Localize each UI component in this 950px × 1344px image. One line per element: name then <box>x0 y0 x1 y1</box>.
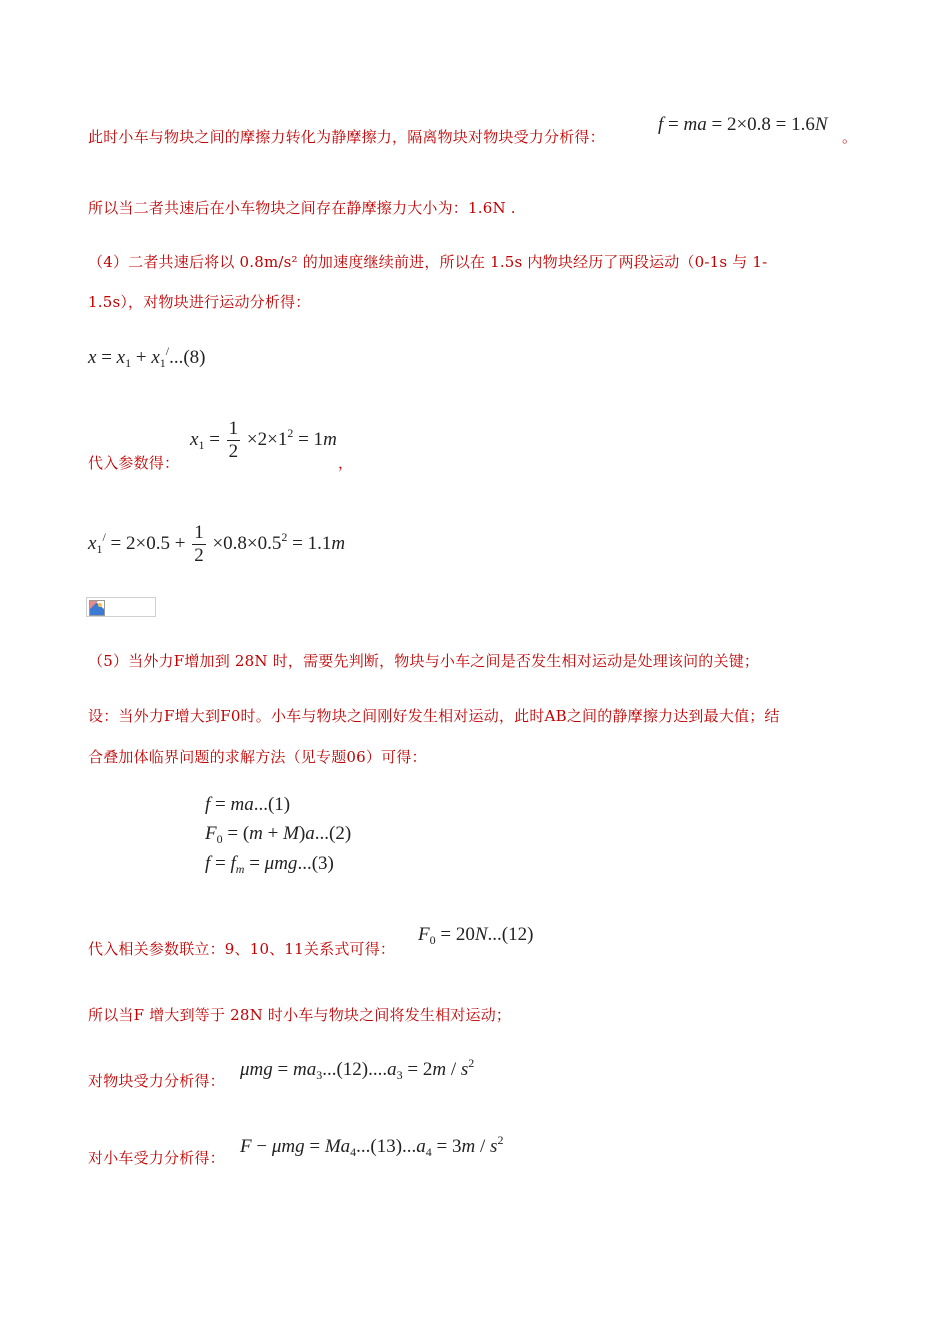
text-line-friction: 此时小车与物块之间的摩擦力转化为静摩擦力，隔离物块对物块受力分析得： <box>88 128 605 146</box>
text-line-substitute: 代入参数得： <box>88 454 180 472</box>
text-line-assume-cont: 合叠加体临界问题的求解方法（见专题06）可得： <box>88 748 427 766</box>
text-line-period: 。 <box>842 128 858 146</box>
equation-static-friction: f = ma = 2×0.8 = 1.6N <box>658 114 828 135</box>
text-line-assume: 设：当外力F增大到F0时。小车与物块之间刚好发生相对运动，此时AB之间的静摩擦力达到最大值；结 <box>88 707 780 725</box>
equation-cart: $F - \mu mg = Ma_4...(13)...a_4 = 3m / s^2$ <box>240 1133 504 1159</box>
equation-8: $x = x_1 + x_1^/...(8)$ <box>88 344 206 370</box>
equation-3: $f = f_m = \mu mg...(3)$ <box>205 853 334 876</box>
broken-image <box>86 597 156 617</box>
text-line-block-analysis: 对物块受力分析得： <box>88 1072 225 1090</box>
text-line-conclusion: 所以当二者共速后在小车物块之间存在静摩擦力大小为：1.6N . <box>88 199 516 217</box>
text-line-combine: 代入相关参数联立：9、10、11关系式可得： <box>88 940 396 958</box>
equation-12: $F_0 = 20N...(12)$ <box>418 924 534 947</box>
text-line-comma: ， <box>338 454 354 472</box>
text-line-part4: （4）二者共速后将以 0.8m/s² 的加速度继续前进，所以在 1.5s 内物块经历了两段运动（0-1s 与 1- <box>88 253 768 271</box>
equation-2: $F_0 = (m + M)a...(2)$ <box>205 823 352 846</box>
equation-x1: $x_1$ = $\frac{1}{2}$ $\times 2\times 1^2 = 1m$ <box>190 418 337 462</box>
text-line-part4-cont: 1.5s），对物块进行运动分析得： <box>88 293 311 311</box>
broken-image-icon <box>89 600 105 616</box>
equation-1: f = ma...(1) <box>205 794 291 815</box>
equation-x1-prime: $x_1^/ = 2\times 0.5$ + $\frac{1}{2}$ $\times 0.8\times 0.5^2 = 1.1m$ <box>88 522 346 566</box>
text-line-relative-motion: 所以当F 增大到等于 28N 时小车与物块之间将发生相对运动； <box>88 1006 512 1024</box>
text-line-cart-analysis: 对小车受力分析得： <box>88 1149 225 1167</box>
equation-block: $\mu mg = ma_3...(12)....a_3 = 2m / s^2$ <box>240 1056 475 1082</box>
text-line-part5: （5）当外力F增加到 28N 时，需要先判断，物块与小车之间是否发生相对运动是处理该问的关键； <box>88 652 760 670</box>
